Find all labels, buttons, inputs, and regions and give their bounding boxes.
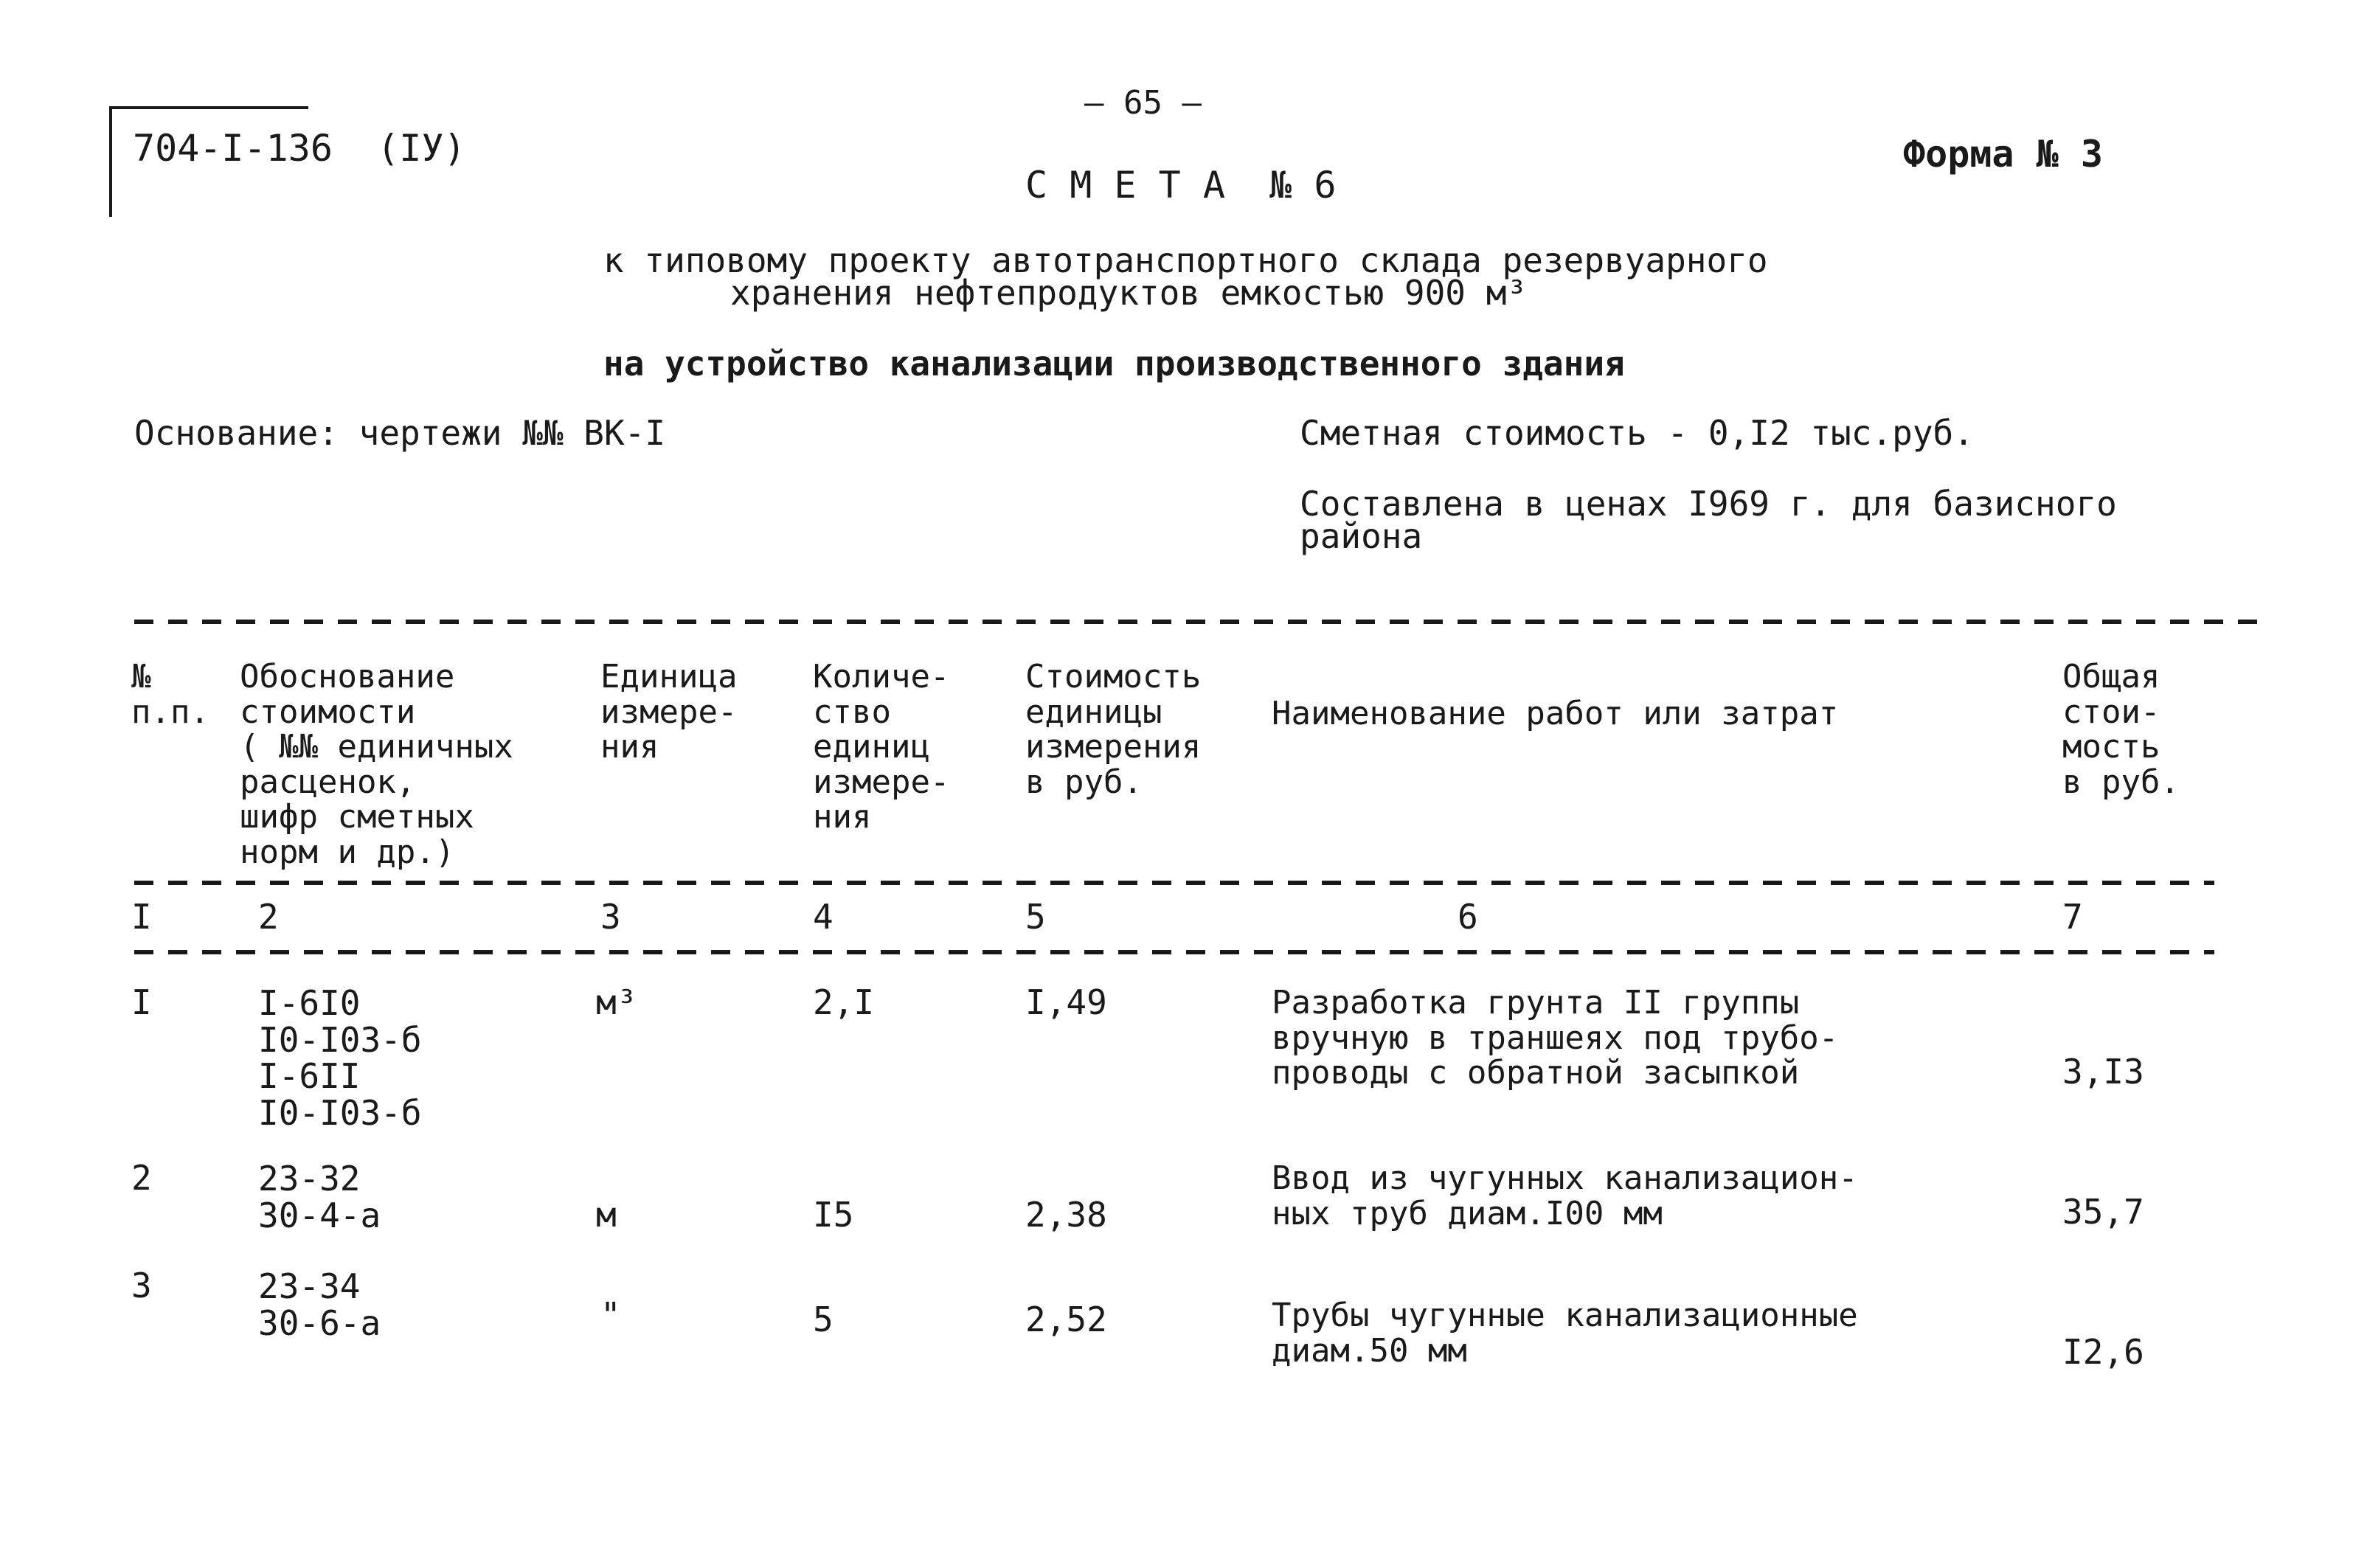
form-label: Форма № 3 xyxy=(1903,133,2103,176)
column-number-3: 3 xyxy=(600,897,621,937)
row3-name: Трубы чугунные канализационные диам.50 мм xyxy=(1272,1297,1858,1370)
row1-unit: м³ xyxy=(596,982,637,1022)
column-header-total: Общая стои- мость в руб. xyxy=(2062,658,2180,801)
row2-total: 35,7 xyxy=(2062,1192,2144,1232)
column-number-4: 4 xyxy=(813,897,834,937)
column-header-unit: Единица измере- ния xyxy=(600,658,738,766)
row1-name: Разработка грунта II группы вручную в траншеях под трубо- проводы с обратной засыпкой xyxy=(1272,984,1839,1092)
row3-basis: 23-34 30-6-а xyxy=(258,1266,381,1343)
row1-qty: 2,I xyxy=(813,982,875,1022)
column-number-2: 2 xyxy=(258,897,279,937)
row2-basis: 23-32 30-4-а xyxy=(258,1159,381,1235)
prices-line1: Составлена в ценах I969 г. для базисного xyxy=(1300,484,2117,524)
row1-total: 3,I3 xyxy=(2062,1052,2144,1092)
column-header-num: № п.п. xyxy=(131,658,209,731)
row1-num: I xyxy=(131,982,152,1022)
column-header-unit-cost: Стоимость единицы измерения в руб. xyxy=(1025,658,1202,801)
row2-num: 2 xyxy=(131,1158,152,1198)
table-top-rule xyxy=(134,620,2259,624)
column-number-5: 5 xyxy=(1025,897,1046,937)
row2-unit-cost: 2,38 xyxy=(1025,1195,1107,1235)
header-bottom-rule xyxy=(134,881,2214,885)
column-header-qty: Количе- ство единиц измере- ния xyxy=(813,658,950,836)
corner-bracket-horizontal xyxy=(109,106,308,109)
estimated-cost: Сметная стоимость - 0,I2 тыс.руб. xyxy=(1300,413,1974,453)
column-number-7: 7 xyxy=(2062,897,2083,937)
row3-unit: " xyxy=(600,1295,621,1335)
page-number: — 65 — xyxy=(1084,84,1202,122)
column-header-basis: Обоснование стоимости ( №№ единичных расценок, шифр сметных норм и др.) xyxy=(240,658,513,871)
corner-bracket-vertical xyxy=(109,106,112,217)
subtitle-line2: хранения нефтепродуктов емкостью 900 м³ xyxy=(730,273,1528,313)
prices-line2: района xyxy=(1300,516,1423,556)
row3-qty: 5 xyxy=(813,1300,834,1339)
project-code: 704-I-136 (IУ) xyxy=(133,127,466,170)
column-number-1: I xyxy=(131,897,152,937)
row1-basis: I-6I0 I0-I03-б I-6II I0-I03-б xyxy=(258,983,422,1134)
row3-unit-cost: 2,52 xyxy=(1025,1300,1107,1339)
row2-unit: м xyxy=(596,1195,617,1235)
basis-line: Основание: чертежи №№ ВК-I xyxy=(134,413,666,453)
subtitle-line1: к типовому проекту автотранспортного склада резервуарного xyxy=(603,240,1768,280)
row2-name: Ввод из чугунных канализацион- ных труб диам.I00 мм xyxy=(1272,1159,1858,1232)
document-title: С М Е Т А № 6 xyxy=(1025,164,1337,207)
row3-num: 3 xyxy=(131,1266,152,1305)
column-number-6: 6 xyxy=(1458,897,1478,937)
row2-qty: I5 xyxy=(813,1195,854,1235)
row1-unit-cost: I,49 xyxy=(1025,982,1107,1022)
column-header-name: Наименование работ или затрат xyxy=(1272,695,1839,732)
purpose-line: на устройство канализации производственного здания xyxy=(603,344,1625,384)
column-numbers-rule xyxy=(134,950,2214,954)
row3-total: I2,6 xyxy=(2062,1332,2144,1372)
